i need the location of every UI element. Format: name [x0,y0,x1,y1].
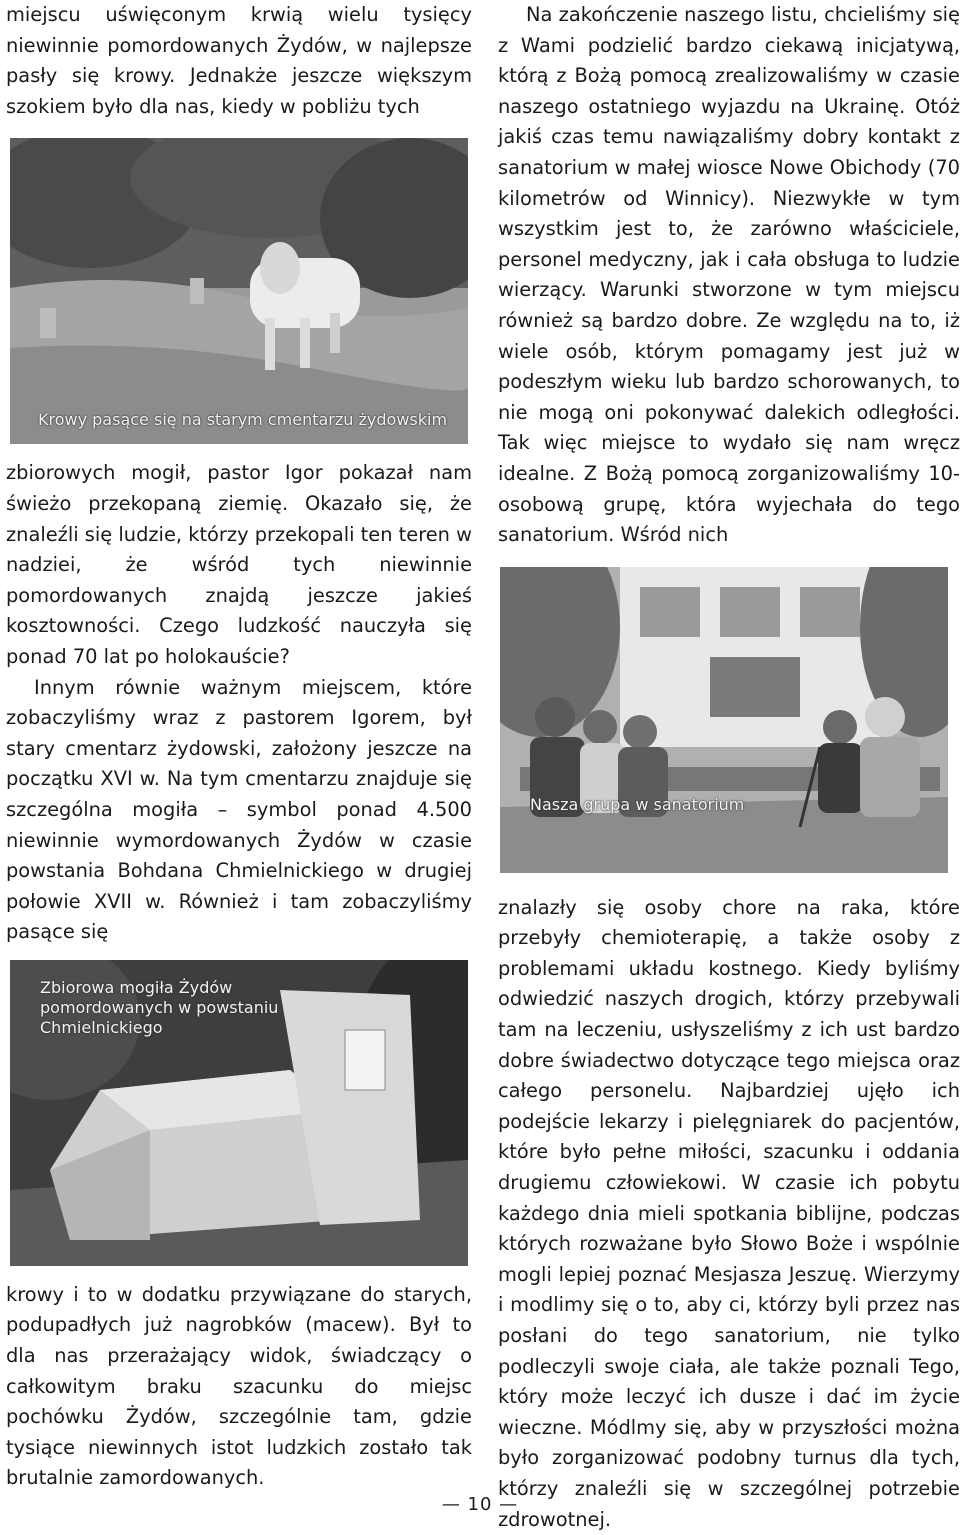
group-photo-illustration [500,567,948,873]
paragraph: krowy i to w dodatku przywiązane do starych, podupadłych już nagrobków (macew). Był to dla nas przerażający widok, świadczący o całkowitym braku szacunku do miejsc pochówku Żydów, szczególnie tam, gdzie tysiące niewinnych istot ludzkich zostało tak brutalnie zamordowanych. [6,1282,472,1490]
paragraph: zbiorowych mogił, pastor Igor pokazał nam świeżo przekopaną ziemię. Okazało się, że znaleźli się ludzie, którzy przekopali ten teren w nadziei, że wśród tych niewinnie pomordowanych znajdą jeszcze jakieś kosztowności. Czego ludzkość nauczyła się ponad 70 lat po holokauście? [6,461,472,668]
paragraph: miejscu uświęconym krwią wielu tysięcy niewinnie pomordowanych Żydów, w najlepsze pasły się krowy. Jednakże jeszcze większym szokiem było dla nas, kiedy w pobliżu tych [6,3,472,118]
photo-mass-grave [10,960,468,1266]
photo-caption: Krowy pasące się na starym cmentarzu żydowskim [38,410,448,430]
photo-caption: Zbiorowa mogiła Żydów pomordowanych w powstaniu Chmielnickiego [40,977,279,1037]
photo-cows-cemetery [10,138,468,444]
photo-caption: Nasza grupa w sanatorium [530,794,745,814]
paragraph: Na zakończenie naszego listu, chcieliśmy się z Wami podzielić bardzo ciekawą inicjatywą, którą z Bożą pomocą zrealizowaliśmy w czasie naszego ostatniego wyjazdu na Ukrainę. Otóż jakiś czas temu nawiązaliśmy dobry kontakt z sanatorium w małej wiosce Nowe Obichody (70 kilometrów od Winnicy). Niezwykłe w tym wszystkim jest to, że zarówno właściciele, personel medyczny, jak i cała obsługa to ludzie wierzący. Warunki stworzone w tym miejscu również są bardzo dobre. Ze względu na to, iż wiele osób, którym pomagamy jest już w podeszłym wieku lub bardzo schorowanych, to nie mogą oni pokonywać dalekich odległości. Tak więc miejsce to wydało się nam wręcz idealne. Z Bożą pomocą zorganizowaliśmy 10-osobową grupę, która wyjechała do tego sanatorium. Wśród nich [498,3,960,547]
photo-group-sanatorium [500,567,948,873]
paragraph: znalazły się osoby chore na raka, które przebyły chemioterapię, a także osoby z problemami układu kostnego. Kiedy byliśmy odwiedzić naszych drogich, którzy przebywali tam na leczeniu, usłyszeliśmy z ich ust bardzo dobre świadectwo dotyczące tego miejsca oraz całego personelu. Najbardziej ujęło ich podejście lekarzy i pielęgniarek do pacjentów, które było pełne miłości, szacunku i oddania drugiemu człowiekowi. W czasie ich pobytu każdego dnia mieli spotkania biblijne, podczas których rozważane było Słowo Boże i wspólnie mogli lepiej poznać Mesjasza Jeszuę. Wierzymy i modlimy się o to, aby ci, którzy byli przez nas posłani do tego sanatorium, nie tylko podleczyli swoje ciała, ale także poznali Tego, który może leczyć ich dusze i dać im życie wieczne. Módlmy się, aby w przyszłości można było zorganizować podobny turnus dla tych, którzy znaleźli się w szczególnej potrzebie zdrowotnej. [498,895,960,1531]
cow-photo-illustration [10,138,468,444]
page-number: — 10 — [441,1494,519,1515]
paragraph: Innym równie ważnym miejscem, które zobaczyliśmy wraz z pastorem Igorem, był stary cmentarz żydowski, założony jeszcze na początku XVI w. Na tym cmentarzu znajduje się szczególna mogiła – symbol ponad 4.500 niewinnie wymordowanych Żydów w czasie powstania Bohdana Chmielnickiego w drugiej połowie XVII w. Również i tam zobaczyliśmy pasące się [6,675,472,944]
left-column [6,0,472,1494]
right-column [498,0,960,1535]
